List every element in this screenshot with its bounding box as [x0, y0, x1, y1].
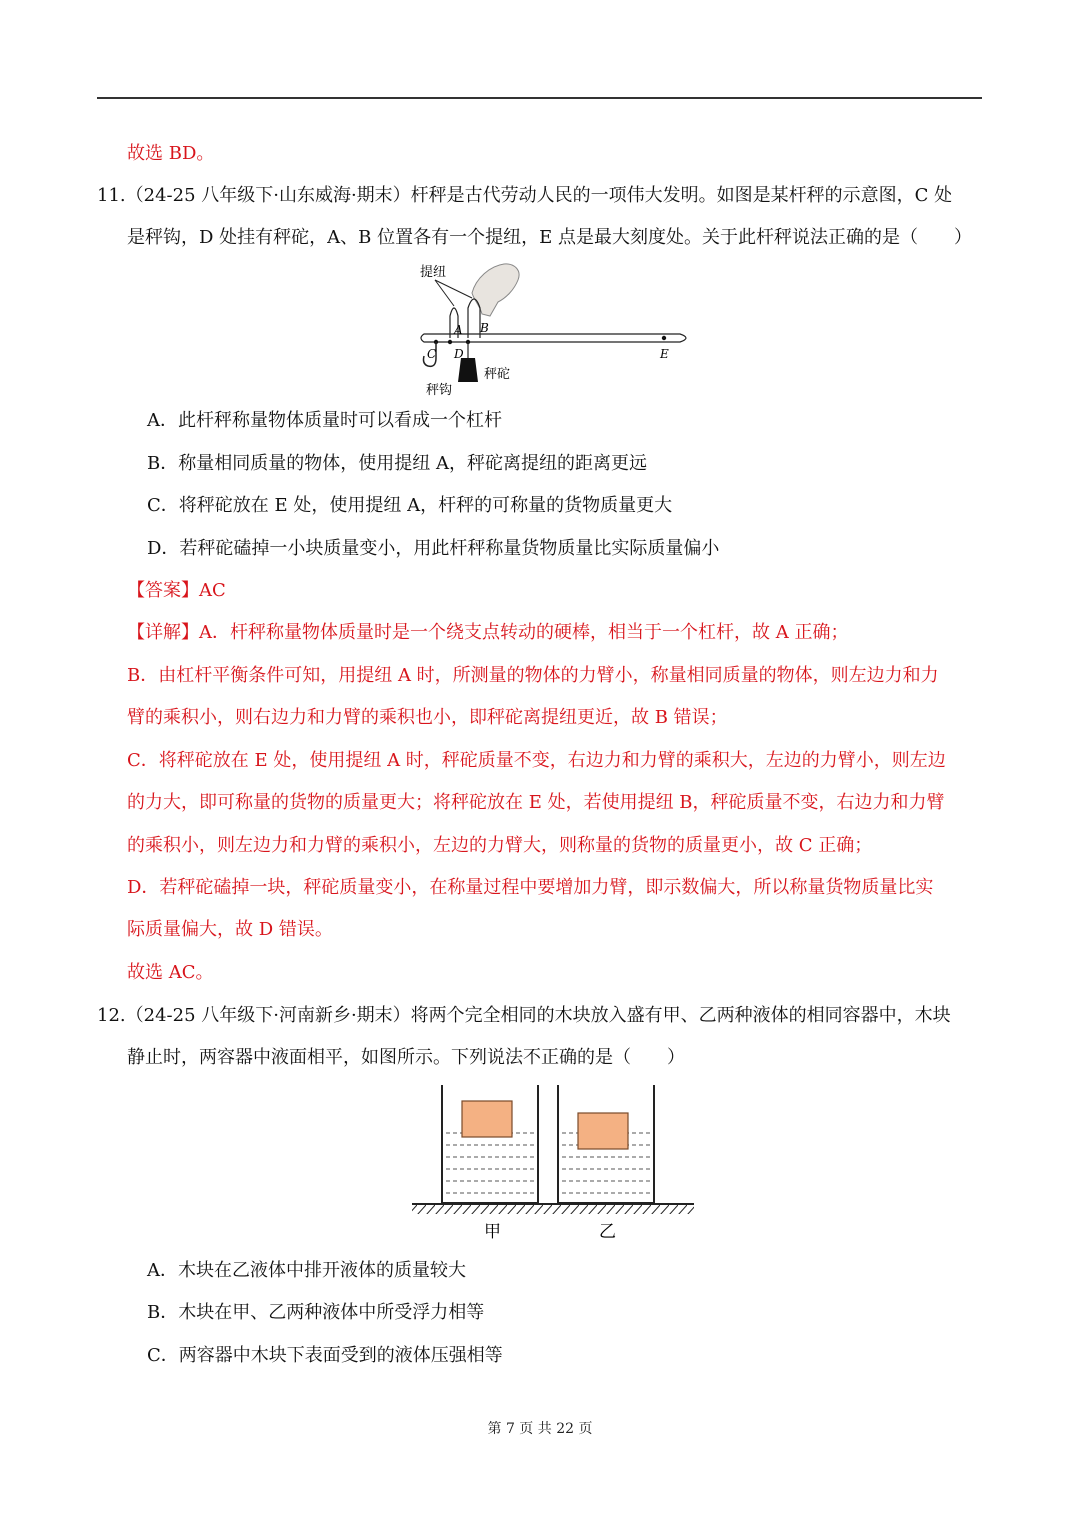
- q11-stem-line2: 是秤钩，D 处挂有秤砣，A、B 位置各有一个提纽，E 点是最大刻度处。关于此杆秤说法正确的是（ ）: [127, 227, 972, 248]
- q11-explanation-line: B．由杠杆平衡条件可知，用提纽 A 时，所测量的物体的力臂小，称量相同质量的物体，则左边力和力: [127, 665, 939, 686]
- q11-option-b: B．称量相同质量的物体，使用提纽 A，秤砣离提纽的距离更远: [147, 453, 647, 474]
- label-a: A: [454, 323, 463, 337]
- q11-explanation-line: C．将秤砣放在 E 处，使用提纽 A 时，秤砣质量不变，右边力和力臂的乘积大，左边的力臂小，则左边: [127, 750, 946, 771]
- containers-figure: [408, 1085, 698, 1245]
- q11-explanation-line: D．若秤砣磕掉一块，秤砣质量变小，在称量过程中要增加力臂，即示数偏大，所以称量货物质量比实: [127, 877, 934, 898]
- label-chenggou: 秤钩: [426, 383, 453, 398]
- q11-option-d: D．若秤砣磕掉一小块质量变小，用此杆秤称量货物质量比实际质量偏小: [147, 538, 720, 559]
- q11-explanation-line: 际质量偏大，故 D 错误。: [127, 919, 333, 940]
- q11-answer: 【答案】AC: [127, 580, 226, 601]
- label-b: B: [480, 321, 489, 335]
- wood-block-yi: [578, 1113, 628, 1149]
- label-jia: 甲: [484, 1222, 501, 1242]
- steelyard-figure: [410, 258, 700, 400]
- label-d: D: [454, 347, 464, 361]
- q11-explanation-line: 臂的乘积小，则右边力和力臂的乘积也小，即秤砣离提纽更近，故 B 错误；: [127, 707, 728, 728]
- q11-option-c: C．将秤砣放在 E 处，使用提纽 A，杆秤的可称量的货物质量更大: [147, 495, 673, 516]
- label-c: C: [427, 347, 437, 361]
- hand-icon: [472, 264, 519, 316]
- q12-stem-line2: 静止时，两容器中液面相平，如图所示。下列说法不正确的是（ ）: [127, 1047, 685, 1068]
- label-e: E: [660, 347, 669, 361]
- page-footer: 第 7 页 共 22 页: [487, 1421, 593, 1437]
- q11-stem-line1: 11.（24-25 八年级下·山东威海·期末）杆秤是古代劳动人民的一项伟大发明。如图是某杆秤的示意图，C 处: [97, 185, 953, 206]
- q12-option-c: C．两容器中木块下表面受到的液体压强相等: [147, 1345, 503, 1366]
- weight-icon: [458, 358, 478, 382]
- wood-block-jia: [462, 1101, 512, 1137]
- q11-conclusion: 故选 AC。: [127, 962, 214, 983]
- q11-explanation-line: 的力大，即可称量的货物的质量更大；将秤砣放在 E 处，若使用提纽 B，秤砣质量不变，右边力和力臂: [127, 792, 945, 813]
- q11-explanation-line: 【详解】A．杆秤称量物体质量时是一个绕支点转动的硬棒，相当于一个杠杆，故 A 正确；: [127, 622, 849, 643]
- q12-option-b: B．木块在甲、乙两种液体中所受浮力相等: [147, 1302, 485, 1323]
- q11-option-a: A．此杆秤称量物体质量时可以看成一个杠杆: [147, 410, 502, 431]
- label-yi: 乙: [599, 1222, 616, 1242]
- header-rule: [97, 97, 982, 99]
- q12-option-a: A．木块在乙液体中排开液体的质量较大: [147, 1260, 466, 1281]
- label-chengtuo: 秤砣: [484, 367, 511, 382]
- q11-explanation-line: 的乘积小，则左边力和力臂的乘积小，左边的力臂大，则称量的货物的质量更小，故 C 正确；: [127, 835, 873, 856]
- prev-conclusion: 故选 BD。: [127, 143, 215, 164]
- label-tizhuo: 提纽: [420, 265, 447, 280]
- q12-stem-line1: 12.（24-25 八年级下·河南新乡·期末）将两个完全相同的木块放入盛有甲、乙两种液体的相同容器中，木块: [97, 1005, 951, 1026]
